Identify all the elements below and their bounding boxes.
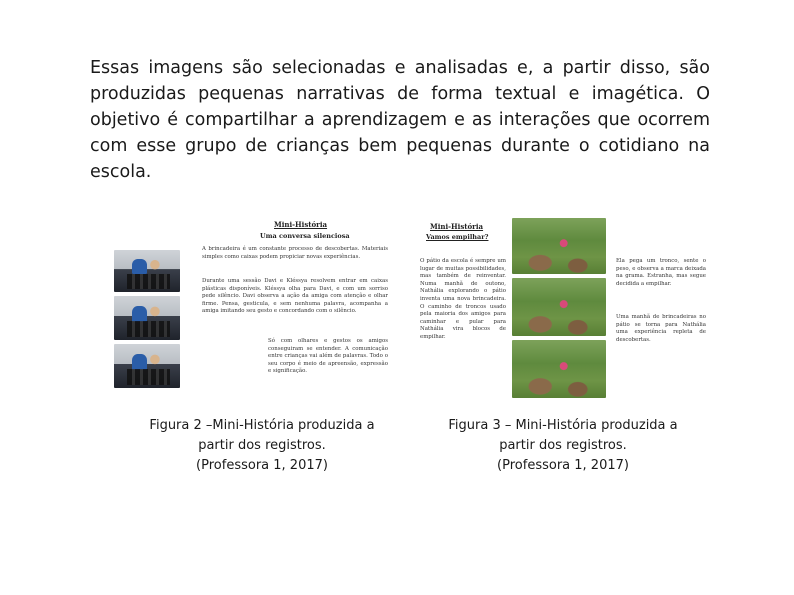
figure-3-mini-historia — [406, 218, 710, 400]
figure-2-mini-historia — [110, 218, 394, 392]
photo-children-in-box-2 — [114, 296, 180, 340]
mini-story-text-3: Só com olhares e gestos os amigos conseguiram se entender. A comunicação entre crianças vai além de palavras. Todo o seu corpo é meio de apreensão, expressão e significação. — [268, 338, 388, 375]
mini-story-title: Mini-História — [274, 220, 328, 229]
mini-story-title: Mini-História — [430, 222, 484, 231]
mini-story-text-right-1: Ela pega um tronco, sente o peso, e observa a marca deixada na grama. Estranha, mas segue decidida a empilhar. — [616, 258, 706, 287]
mini-story-subtitle: Uma conversa silenciosa — [260, 232, 350, 240]
caption-line-2: partir dos registros. — [198, 438, 326, 453]
mini-story-text-1: A brincadeira é um constante processo de descobertas. Materiais simples como caixas podem propiciar novas experiências. — [202, 246, 388, 260]
figure-2-caption — [120, 416, 404, 476]
caption-line-2: partir dos registros. — [499, 438, 627, 453]
body-paragraph: Essas imagens são selecionadas e analisadas e, a partir disso, são produzidas pequenas narrativas de forma textual e imagética. O objetivo é compartilhar a aprendizagem e as interações que ocorrem com esse grupo de crianças bem pequenas durante o cotidiano na escola. — [90, 58, 710, 182]
caption-line-1: Figura 2 –Mini-História produzida a — [149, 418, 375, 433]
mini-story-text-right-2: Uma manhã de brincadeiras no pátio se torna para Nathália uma experiência repleta de descobertas. — [616, 314, 706, 343]
photo-child-garden-2 — [512, 278, 606, 336]
caption-line-3: (Professora 1, 2017) — [497, 458, 629, 473]
photo-children-in-box-1 — [114, 250, 180, 292]
mini-story-text-left: O pátio da escola é sempre um lugar de muitas possibilidades, mas também de reinventar. Numa manhã de outono, Nathália explorando o pátio inventa uma nova brincadeira. O caminho de troncos usado pela maioria dos amigos para caminhar e pular para Nathália vira blocos de empilhar. — [420, 258, 506, 340]
mini-story-subtitle: Vamos empilhar? — [426, 233, 489, 241]
caption-line-1: Figura 3 – Mini-História produzida a — [448, 418, 678, 433]
figure-3-caption — [418, 416, 708, 476]
mini-story-text-2: Durante uma sessão Davi e Kléssya resolvem entrar em caixas plásticas disponíveis. Kléssya olha para Davi, e com um sorriso pede silêncio. Davi observa a ação da amiga com atenção e olhar firme. Pensa, gesticula, e sem nenhuma palavra, acompanha a amiga imitando seu gesto e concordando com o silêncio. — [202, 278, 388, 315]
photo-child-garden-3 — [512, 340, 606, 398]
photo-children-in-box-3 — [114, 344, 180, 388]
caption-line-3: (Professora 1, 2017) — [196, 458, 328, 473]
photo-child-garden-1 — [512, 218, 606, 274]
